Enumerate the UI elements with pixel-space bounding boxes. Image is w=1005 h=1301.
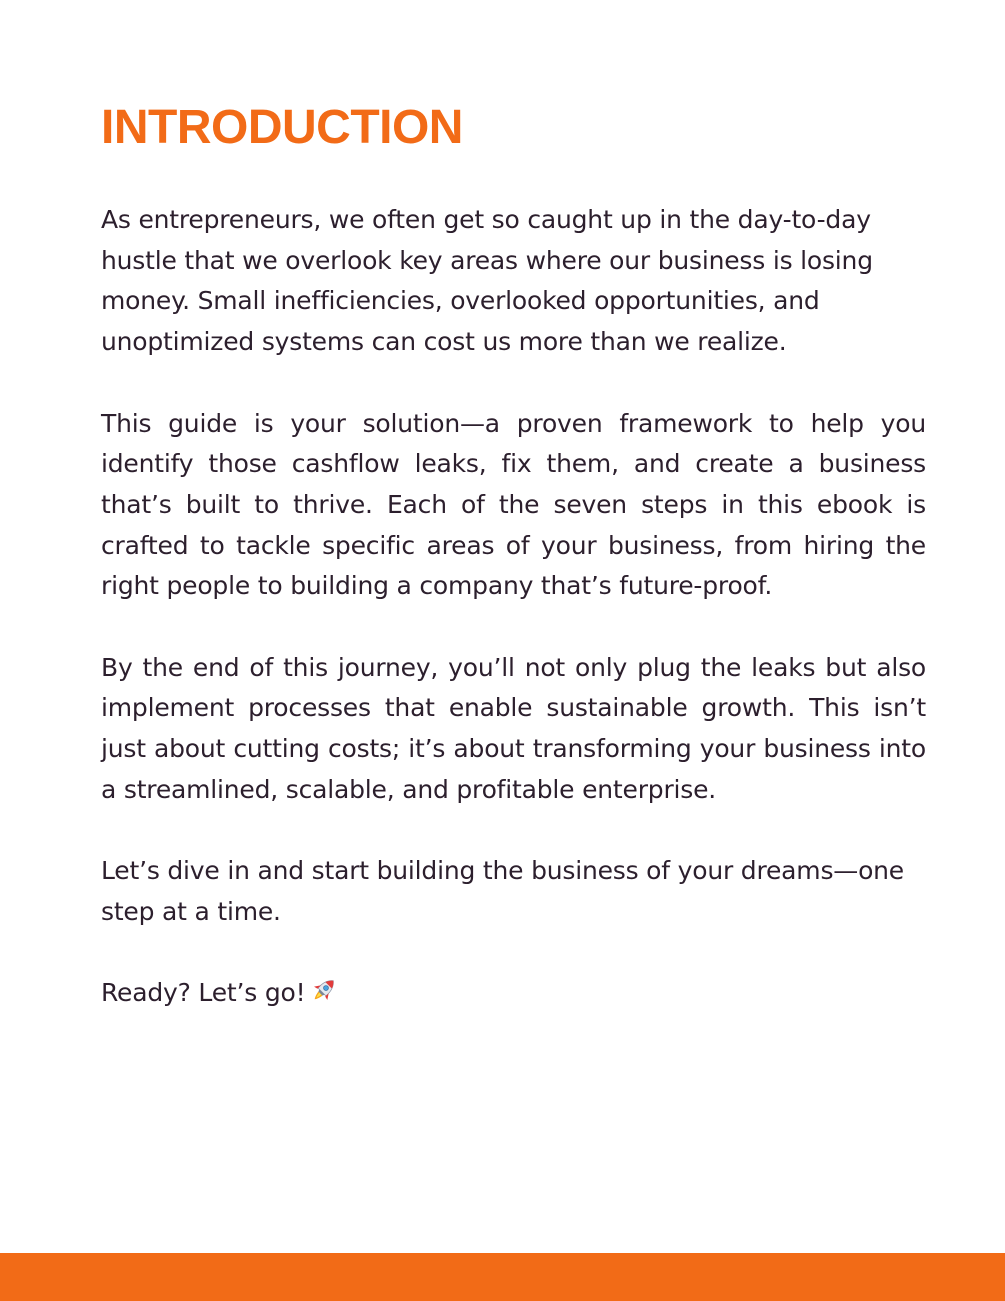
paragraph-intro-4: Let’s dive in and start building the business of your dreams—one step at a time. (101, 856, 904, 926)
paragraph-intro-1: As entrepreneurs, we often get so caught up in the day-to-day hustle that we overlook key areas where our business is losing money. Small inefficiencies, overlooked opportunities, and unoptimized systems can cost us more than we realize. (101, 205, 873, 357)
footer-accent-bar (0, 1253, 1005, 1301)
paragraph-closing (101, 973, 926, 1014)
rocket-icon (309, 975, 339, 1005)
paragraph-intro-2: This guide is your solution—a proven framework to help you identify those cashflow leaks, fix them, and create a business that’s built to thrive. Each of the seven steps in this ebook is crafted to tackle specific areas of your business, from hiring the right people to building a company that’s future-proof. (101, 408, 926, 601)
paragraph-intro-3: By the end of this journey, you’ll not only plug the leaks but also implement processes that enable sustainable growth. This isn’t just about cutting costs; it’s about transforming your business into a streamlined, scalable, and profitable enterprise. (101, 652, 926, 804)
closing-text: Ready? Let’s go! (101, 978, 306, 1008)
page-title: INTRODUCTION (101, 101, 463, 154)
intro-body (101, 200, 926, 1055)
